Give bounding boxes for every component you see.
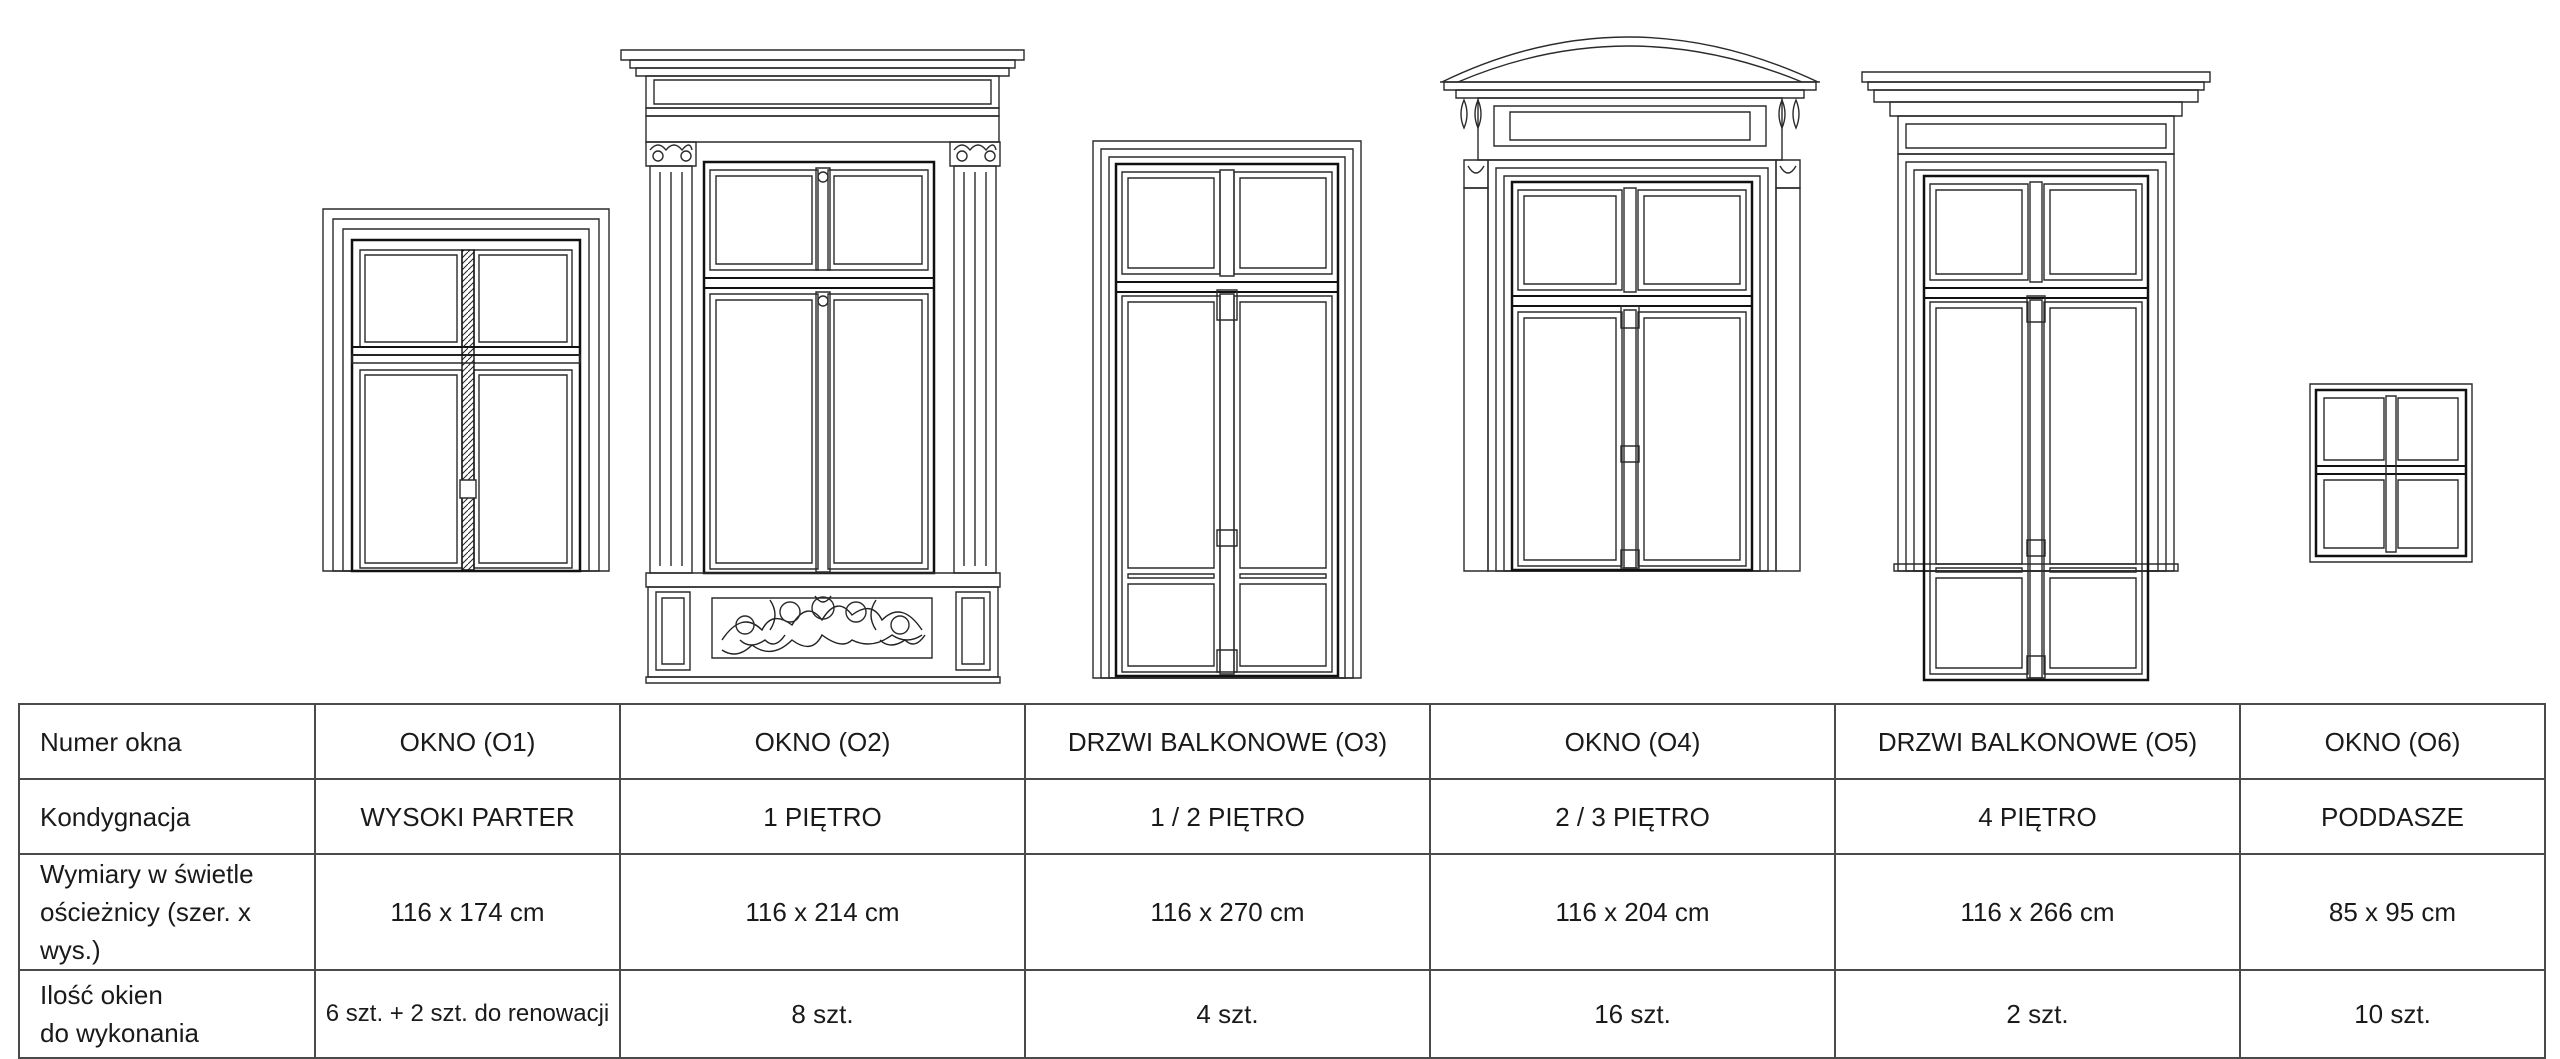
- cell-number-o2: OKNO (O2): [620, 704, 1025, 779]
- window-spec-table: [18, 703, 2546, 1059]
- row-floor: [19, 779, 2545, 854]
- cell-qty-o4: 16 szt.: [1430, 970, 1835, 1058]
- window-o3-drawing: [1093, 141, 1361, 678]
- cell-dims-o1: 116 x 174 cm: [315, 854, 620, 970]
- header-floor: Kondygnacja: [19, 779, 315, 854]
- window-o2-drawing: [621, 50, 1024, 683]
- cell-floor-o3: 1 / 2 PIĘTRO: [1025, 779, 1430, 854]
- row-window-number: [19, 704, 2545, 779]
- cell-number-o3: DRZWI BALKONOWE (O3): [1025, 704, 1430, 779]
- header-window-number: Numer okna: [19, 704, 315, 779]
- cell-floor-o5: 4 PIĘTRO: [1835, 779, 2240, 854]
- window-o1-drawing: [323, 209, 609, 571]
- cell-qty-o3: 4 szt.: [1025, 970, 1430, 1058]
- cell-dims-o5: 116 x 266 cm: [1835, 854, 2240, 970]
- header-dimensions: Wymiary w świetle ościeżnicy (szer. x wys.): [19, 854, 315, 970]
- cell-number-o5: DRZWI BALKONOWE (O5): [1835, 704, 2240, 779]
- cell-floor-o1: WYSOKI PARTER: [315, 779, 620, 854]
- cell-qty-o5: 2 szt.: [1835, 970, 2240, 1058]
- cell-dims-o4: 116 x 204 cm: [1430, 854, 1835, 970]
- header-quantity: Ilość okien do wykonania: [19, 970, 315, 1058]
- cell-number-o1: OKNO (O1): [315, 704, 620, 779]
- cell-floor-o4: 2 / 3 PIĘTRO: [1430, 779, 1835, 854]
- cell-qty-o2: 8 szt.: [620, 970, 1025, 1058]
- row-quantity: [19, 970, 2545, 1058]
- window-o5-drawing: [1862, 72, 2210, 680]
- cell-dims-o6: 85 x 95 cm: [2240, 854, 2545, 970]
- cell-dims-o2: 116 x 214 cm: [620, 854, 1025, 970]
- window-o4-drawing: [1440, 37, 1820, 571]
- cell-number-o4: OKNO (O4): [1430, 704, 1835, 779]
- cell-number-o6: OKNO (O6): [2240, 704, 2545, 779]
- window-o6-drawing: [2310, 384, 2472, 562]
- cell-qty-o1: 6 szt. + 2 szt. do renowacji: [315, 970, 620, 1058]
- row-dimensions: [19, 854, 2545, 970]
- cell-qty-o6: 10 szt.: [2240, 970, 2545, 1058]
- cell-dims-o3: 116 x 270 cm: [1025, 854, 1430, 970]
- cell-floor-o6: PODDASZE: [2240, 779, 2545, 854]
- cell-floor-o2: 1 PIĘTRO: [620, 779, 1025, 854]
